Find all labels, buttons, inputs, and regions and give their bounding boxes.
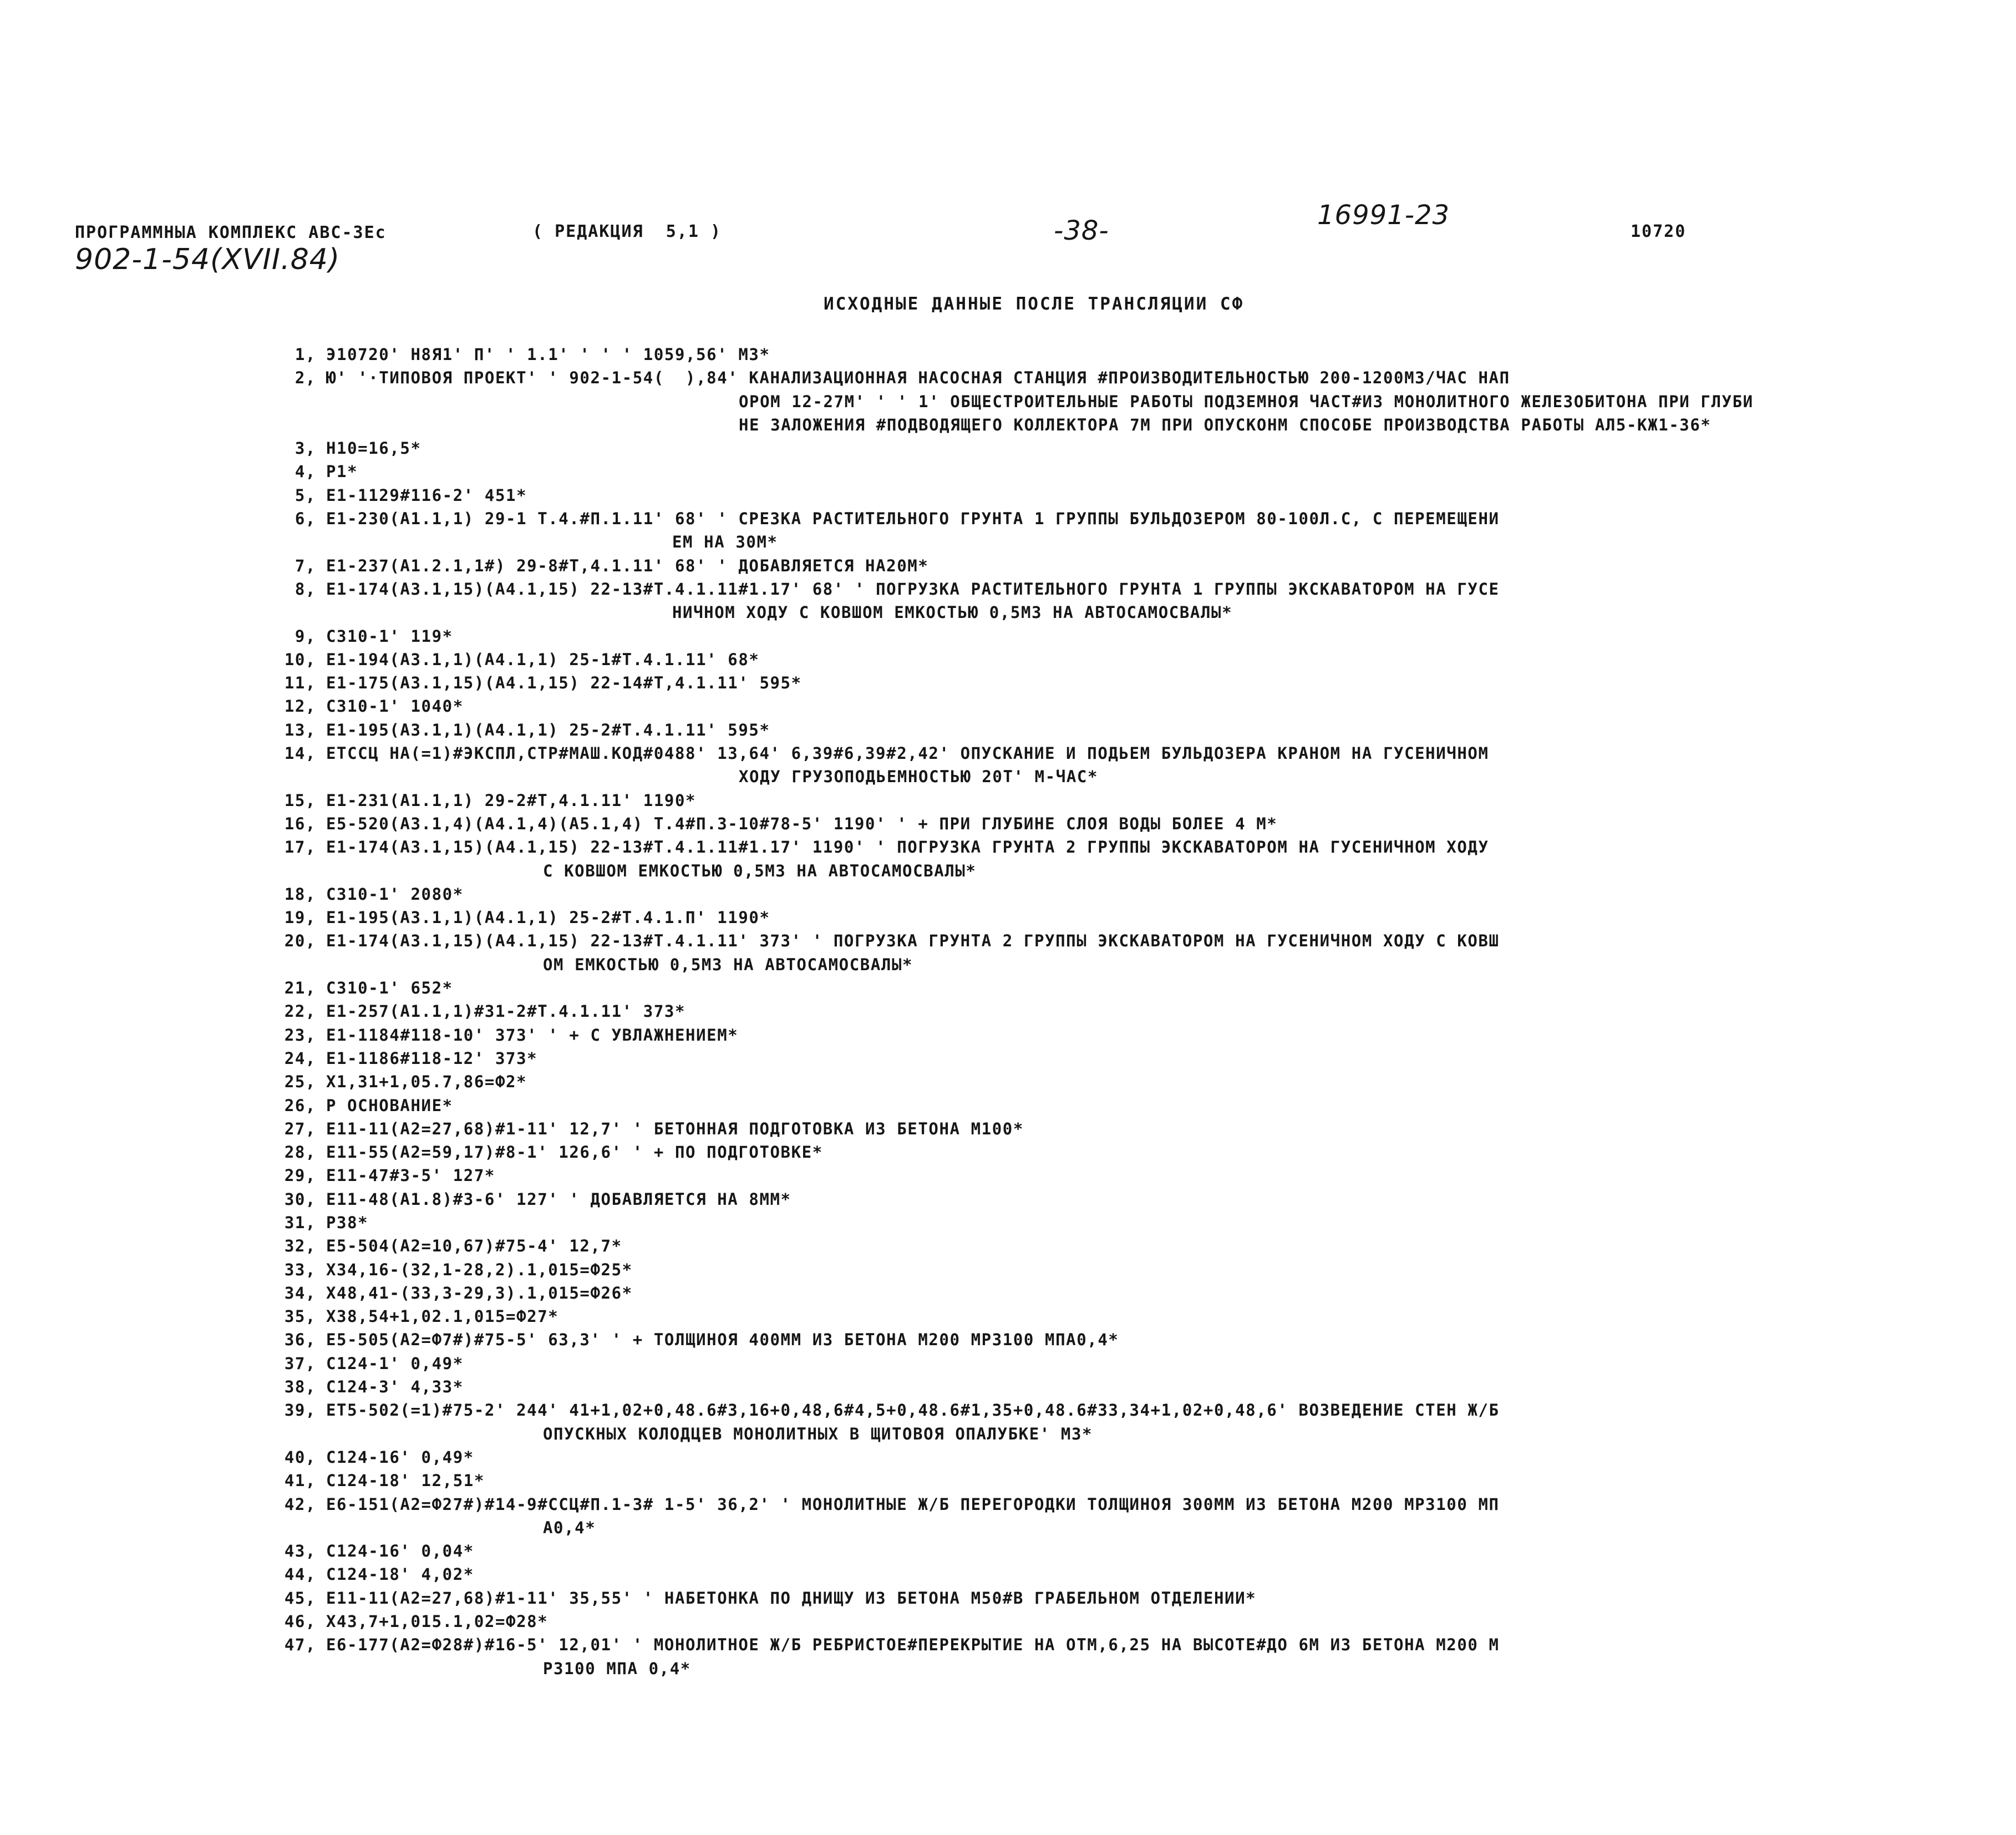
page-number: -38-	[1054, 215, 1109, 246]
line-number: 11,	[284, 673, 316, 693]
line-number: 21,	[284, 979, 316, 998]
line-number: 34,	[284, 1283, 316, 1302]
edition-label: ( РЕДАКЦИЯ 5,1 )	[532, 222, 722, 241]
listing-line	[261, 718, 1958, 742]
line-text: С124-16' 0,04*	[326, 1542, 474, 1561]
line-number: 5,	[294, 485, 316, 505]
line-text: Е11-11(А2=27,68)#1-11' 35,55' ' НАБЕТОНКА ПО ДНИЩУ ИЗ БЕТОНА М50#В ГРАБЕЛЬНОМ ОТДЕЛЕНИИ*	[326, 1588, 1257, 1608]
line-number: 20,	[284, 931, 316, 951]
listing-line	[261, 343, 1958, 366]
line-continuation: ОРОМ 12-27М' ' ' 1' ОБЩЕСТРОИТЕЛЬНЫЕ РАБОТЫ ПОДЗЕМНОЯ ЧАСТ#ИЗ МОНОЛИТНОГО ЖЕЛЕЗОБИТОНА ПРИ ГЛУБИ	[739, 392, 1754, 411]
line-text: Р ОСНОВАНИЕ*	[326, 1096, 453, 1115]
listing-line	[261, 1539, 1958, 1563]
line-text: Е6-151(А2=Ф27#)#14-9#ССЦ#П.1-3# 1-5' 36,2' ' МОНОЛИТНЫЕ Ж/Б ПЕРЕГОРОДКИ ТОЛЩИНОЯ 300ММ ИЗ БЕТОНА М200 МРЗ100 МП	[326, 1494, 1500, 1514]
listing-line	[261, 1516, 1958, 1539]
listing-line	[261, 1234, 1958, 1258]
line-continuation: А0,4*	[543, 1518, 596, 1537]
listing-line	[261, 625, 1958, 648]
listing-line	[261, 1398, 1958, 1422]
line-text: Е1-1186#118-12' 373*	[326, 1048, 538, 1068]
listing-line	[261, 1422, 1958, 1446]
listing-line	[261, 1446, 1958, 1469]
listing-line	[261, 1657, 1958, 1680]
line-text: Е1-1184#118-10' 373' ' + С УВЛАЖНЕНИЕМ*	[326, 1025, 739, 1045]
line-text: Е1-174(А3.1,15)(А4.1,15) 22-13#Т.4.1.11#1.17' 68' ' ПОГРУЗКА РАСТИТЕЛЬНОГО ГРУНТА 1 ГРУППЫ ЭКСКАВАТОРОМ НА ГУСЕ	[326, 579, 1500, 599]
translated-data-listing	[261, 343, 1958, 1680]
line-number: 17,	[284, 838, 316, 857]
line-text: С124-3' 4,33*	[326, 1377, 464, 1397]
line-number: 16,	[284, 814, 316, 833]
line-text: Е6-177(А2=Ф28#)#16-5' 12,01' ' МОНОЛИТНОЕ Ж/Б РЕБРИСТОЕ#ПЕРЕКРЫТИЕ НА ОТМ,6,25 НА ВЫСОТЕ#ДО 6М ИЗ БЕТОНА М200 М	[326, 1635, 1500, 1655]
listing-line	[261, 1117, 1958, 1140]
line-number: 43,	[284, 1542, 316, 1561]
line-text: Х43,7+1,015.1,02=Ф28*	[326, 1612, 549, 1631]
doc-number: 10720	[1631, 222, 1687, 241]
line-number: 7,	[294, 556, 316, 575]
line-text: Е11-55(А2=59,17)#8-1' 126,6' ' + ПО ПОДГОТОВКЕ*	[326, 1143, 823, 1162]
line-text: Е5-505(А2=Ф7#)#75-5' 63,3' ' + ТОЛЩИНОЯ 400ММ ИЗ БЕТОНА М200 МРЗ100 МПА0,4*	[326, 1330, 1119, 1350]
line-text: Р1*	[326, 462, 358, 481]
line-text: Ю' '·ТИПОВОЯ ПРОЕКТ' ' 902-1-54( ),84' КАНАЛИЗАЦИОННАЯ НАСОСНАЯ СТАНЦИЯ #ПРОИЗВОДИТЕЛЬНОСТЬЮ 200-1200МЗ/ЧАС НАП	[326, 368, 1510, 388]
line-continuation: С КОВШОМ ЕМКОСТЬЮ 0,5МЗ НА АВТОСАМОСВАЛЫ*	[543, 861, 977, 880]
line-text: С124-18' 12,51*	[326, 1471, 485, 1491]
line-text: Е11-48(А1.8)#3-6' 127' ' ДОБАВЛЯЕТСЯ НА 8ММ*	[326, 1189, 791, 1209]
line-number: 19,	[284, 908, 316, 927]
line-number: 28,	[284, 1143, 316, 1162]
listing-line	[261, 366, 1958, 389]
line-text: Е11-47#3-5' 127*	[326, 1166, 495, 1185]
line-text: Е1-1129#116-2' 451*	[326, 485, 527, 505]
line-number: 39,	[284, 1401, 316, 1420]
line-number: 8,	[294, 579, 316, 599]
listing-line	[261, 1305, 1958, 1328]
line-text: С124-1' 0,49*	[326, 1354, 464, 1373]
line-number: 42,	[284, 1494, 316, 1514]
line-text: С124-18' 4,02*	[326, 1565, 474, 1584]
line-number: 10,	[284, 650, 316, 669]
line-text: С124-16' 0,49*	[326, 1447, 474, 1467]
listing-line	[261, 1328, 1958, 1351]
line-text: Х1,31+1,05.7,86=Ф2*	[326, 1072, 527, 1092]
line-number: 14,	[284, 744, 316, 763]
listing-line	[261, 906, 1958, 929]
line-number: 23,	[284, 1025, 316, 1045]
line-text: Е1-174(А3.1,15)(А4.1,15) 22-13#Т.4.1.11' 373' ' ПОГРУЗКА ГРУНТА 2 ГРУППЫ ЭКСКАВАТОРОМ НА ГУСЕНИЧНОМ ХОДУ С КОВШ	[326, 931, 1500, 951]
line-number: 32,	[284, 1236, 316, 1256]
listing-line	[261, 835, 1958, 859]
line-number: 4,	[294, 462, 316, 481]
line-number: 2,	[294, 368, 316, 388]
line-text: Е11-11(А2=27,68)#1-11' 12,7' ' БЕТОННАЯ ПОДГОТОВКА ИЗ БЕТОНА М100*	[326, 1119, 1024, 1138]
listing-line	[261, 1586, 1958, 1610]
line-number: 25,	[284, 1072, 316, 1092]
listing-line	[261, 1211, 1958, 1234]
listing-line	[261, 929, 1958, 952]
line-number: 3,	[294, 439, 316, 458]
listing-line	[261, 953, 1958, 976]
line-number: 41,	[284, 1471, 316, 1491]
listing-line	[261, 1352, 1958, 1375]
line-text: Е1-175(А3.1,15)(А4.1,15) 22-14#Т,4.1.11' 595*	[326, 673, 802, 693]
listing-line	[261, 883, 1958, 906]
listing-line	[261, 1258, 1958, 1281]
line-text: Х34,16-(32,1-28,2).1,015=Ф25*	[326, 1260, 633, 1279]
line-number: 13,	[284, 720, 316, 739]
line-number: 31,	[284, 1213, 316, 1232]
program-name: ПРОГРАММНЫА КОМПЛЕКС АВС-ЗЕс	[75, 223, 387, 242]
line-number: 37,	[284, 1354, 316, 1373]
listing-line	[261, 648, 1958, 671]
line-continuation: НИЧНОМ ХОДУ С КОВШОМ ЕМКОСТЬЮ 0,5МЗ НА АВТОСАМОСВАЛЫ*	[672, 603, 1233, 622]
line-number: 40,	[284, 1447, 316, 1467]
line-text: Е1-231(А1.1,1) 29-2#Т,4.1.11' 1190*	[326, 790, 697, 810]
listing-line	[261, 1493, 1958, 1516]
line-number: 30,	[284, 1189, 316, 1209]
line-text: Е5-504(А2=10,67)#75-4' 12,7*	[326, 1236, 622, 1256]
line-text: С310-1' 652*	[326, 979, 453, 998]
listing-line	[261, 1563, 1958, 1586]
line-text: Н10=16,5*	[326, 439, 422, 458]
line-number: 18,	[284, 884, 316, 904]
line-continuation: РЗ100 МПА 0,4*	[543, 1659, 691, 1678]
listing-line	[261, 1094, 1958, 1117]
listing-line	[261, 1281, 1958, 1305]
listing-line	[261, 695, 1958, 718]
line-number: 15,	[284, 790, 316, 810]
line-text: Х48,41-(33,3-29,3).1,015=Ф26*	[326, 1283, 633, 1302]
line-number: 38,	[284, 1377, 316, 1397]
listing-line	[261, 390, 1958, 413]
listing-line	[261, 1164, 1958, 1187]
listing-line	[261, 437, 1958, 460]
line-continuation: НЕ ЗАЛОЖЕНИЯ #ПОДВОДЯЩЕГО КОЛЛЕКТОРА 7М ПРИ ОПУСКОНМ СПОСОБЕ ПРОИЗВОДСТВА РАБОТЫ АЛ5-КЖ1-36*	[739, 415, 1712, 434]
line-text: Е1-230(А1.1,1) 29-1 Т.4.#П.1.11' 68' ' СРЕЗКА РАСТИТЕЛЬНОГО ГРУНТА 1 ГРУППЫ БУЛЬДОЗЕРОМ 80-100Л.С, С ПЕРЕМЕЩЕНИ	[326, 509, 1500, 529]
line-text: ЕТ5-502(=1)#75-2' 244' 41+1,02+0,48.6#3,16+0,48,6#4,5+0,48.6#1,35+0,48.6#33,34+1,02+0,48,6' ВОЗВЕДЕНИЕ СТЕН Ж/Б	[326, 1401, 1500, 1420]
listing-line	[261, 577, 1958, 601]
line-text: Е5-520(А3.1,4)(А4.1,4)(А5.1,4) Т.4#П.3-10#78-5' 1190' ' + ПРИ ГЛУБИНЕ СЛОЯ ВОДЫ БОЛЕЕ 4 М*	[326, 814, 1278, 833]
listing-line	[261, 1000, 1958, 1023]
line-number: 6,	[294, 509, 316, 529]
line-number: 12,	[284, 697, 316, 716]
line-text: Э10720' Н8Я1' П' ' 1.1' ' ' ' 1059,56' МЗ*	[326, 345, 770, 364]
line-number: 22,	[284, 1002, 316, 1021]
handwritten-code: 16991-23	[1317, 200, 1450, 231]
listing-line	[261, 460, 1958, 483]
line-text: Р38*	[326, 1213, 369, 1232]
listing-line	[261, 554, 1958, 577]
handwritten-project-number: 902-1-54(XVII.84)	[75, 243, 341, 276]
line-text: Е1-257(А1.1,1)#31-2#Т.4.1.11' 373*	[326, 1002, 686, 1021]
line-number: 35,	[284, 1307, 316, 1326]
listing-line	[261, 789, 1958, 812]
listing-line	[261, 1070, 1958, 1093]
page-title: ИСХОДНЫЕ ДАННЫЕ ПОСЛЕ ТРАНСЛЯЦИИ СФ	[824, 294, 1245, 314]
line-number: 33,	[284, 1260, 316, 1279]
line-text: Е1-195(А3.1,1)(А4.1,1) 25-2#Т.4.1.П' 1190*	[326, 908, 770, 927]
line-text: Х38,54+1,02.1,015=Ф27*	[326, 1307, 559, 1326]
listing-line	[261, 413, 1958, 437]
listing-line	[261, 601, 1958, 624]
listing-line	[261, 976, 1958, 1000]
listing-line	[261, 507, 1958, 530]
listing-line	[261, 1375, 1958, 1398]
line-number: 27,	[284, 1119, 316, 1138]
line-text: С310-1' 2080*	[326, 884, 464, 904]
line-continuation: ОПУСКНЫХ КОЛОДЦЕВ МОНОЛИТНЫХ В ЩИТОВОЯ ОПАЛУБКЕ' МЗ*	[543, 1424, 1093, 1443]
listing-line	[261, 1188, 1958, 1211]
line-continuation: ЕМ НА 30М*	[672, 533, 778, 552]
listing-line	[261, 1633, 1958, 1656]
line-number: 46,	[284, 1612, 316, 1631]
listing-line	[261, 1047, 1958, 1070]
listing-line	[261, 530, 1958, 554]
line-number: 9,	[294, 626, 316, 646]
listing-line	[261, 812, 1958, 835]
listing-line	[261, 484, 1958, 507]
line-text: Е1-195(А3.1,1)(А4.1,1) 25-2#Т.4.1.11' 595*	[326, 720, 770, 739]
listing-line	[261, 742, 1958, 765]
line-text: С310-1' 119*	[326, 626, 453, 646]
listing-line	[261, 1610, 1958, 1633]
line-number: 26,	[284, 1096, 316, 1115]
line-continuation: ХОДУ ГРУЗОПОДЬЕМНОСТЬЮ 20Т' М-ЧАС*	[739, 767, 1099, 787]
listing-line	[261, 765, 1958, 788]
line-number: 44,	[284, 1565, 316, 1584]
listing-line	[261, 1023, 1958, 1047]
line-text: Е1-174(А3.1,15)(А4.1,15) 22-13#Т.4.1.11#1.17' 1190' ' ПОГРУЗКА ГРУНТА 2 ГРУППЫ ЭКСКАВАТОРОМ НА ГУСЕНИЧНОМ ХОДУ	[326, 838, 1489, 857]
line-number: 1,	[294, 345, 316, 364]
line-number: 47,	[284, 1635, 316, 1655]
line-number: 45,	[284, 1588, 316, 1608]
line-text: С310-1' 1040*	[326, 697, 464, 716]
listing-line	[261, 671, 1958, 695]
line-text: ЕТССЦ НА(=1)#ЭКСПЛ,СТР#МАШ.КОД#0488' 13,64' 6,39#6,39#2,42' ОПУСКАНИЕ И ПОДЬЕМ БУЛЬДОЗЕРА КРАНОМ НА ГУСЕНИЧНОМ	[326, 744, 1489, 763]
line-number: 29,	[284, 1166, 316, 1185]
listing-line	[261, 859, 1958, 883]
line-continuation: ОМ ЕМКОСТЬЮ 0,5МЗ НА АВТОСАМОСВАЛЫ*	[543, 955, 913, 974]
listing-line	[261, 1469, 1958, 1492]
line-number: 36,	[284, 1330, 316, 1350]
listing-line	[261, 1140, 1958, 1164]
line-text: Е1-194(А3.1,1)(А4.1,1) 25-1#Т.4.1.11' 68*	[326, 650, 760, 669]
line-number: 24,	[284, 1048, 316, 1068]
line-text: Е1-237(А1.2.1,1#) 29-8#Т,4.1.11' 68' ' ДОБАВЛЯЕТСЯ НА20М*	[326, 556, 929, 575]
